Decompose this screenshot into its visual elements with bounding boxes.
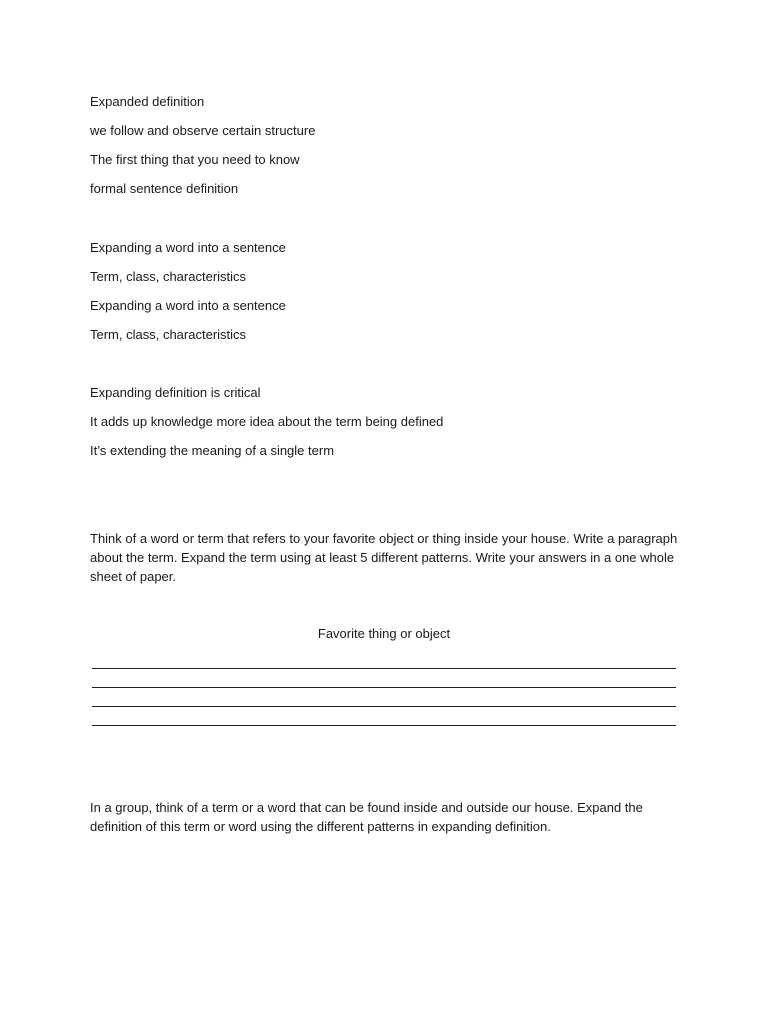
answer-line <box>92 725 676 726</box>
note-line-expanding-word-2: Expanding a word into a sentence <box>90 298 286 313</box>
answer-section-title: Favorite thing or object <box>317 626 451 641</box>
note-line-structure: we follow and observe certain structure <box>90 123 316 138</box>
note-line-critical: Expanding definition is critical <box>90 385 261 400</box>
answer-line <box>92 687 676 688</box>
activity-1-instructions: Think of a word or term that refers to your favorite object or thing inside your house. Write a paragraph about the term. Expand the term using at least 5 different patterns. Write your answers in a one whole sheet of paper. <box>90 531 678 584</box>
answer-line <box>92 668 676 669</box>
note-line-adds-knowledge: It adds up knowledge more idea about the term being defined <box>90 414 444 429</box>
note-line-expanded-definition: Expanded definition <box>90 94 205 109</box>
note-line-extending-meaning: It’s extending the meaning of a single term <box>90 443 335 458</box>
note-line-first-thing: The first thing that you need to know <box>90 152 300 167</box>
note-line-formal-sentence: formal sentence definition <box>90 181 239 196</box>
activity-2-instructions: In a group, think of a term or a word that can be found inside and outside our house. Expand the definition of this term or word using the different patterns in expanding definition. <box>90 800 643 834</box>
note-line-expanding-word: Expanding a word into a sentence <box>90 240 286 255</box>
note-line-term-class: Term, class, characteristics <box>90 269 247 284</box>
note-line-term-class-2: Term, class, characteristics <box>90 327 247 342</box>
answer-line <box>92 706 676 707</box>
